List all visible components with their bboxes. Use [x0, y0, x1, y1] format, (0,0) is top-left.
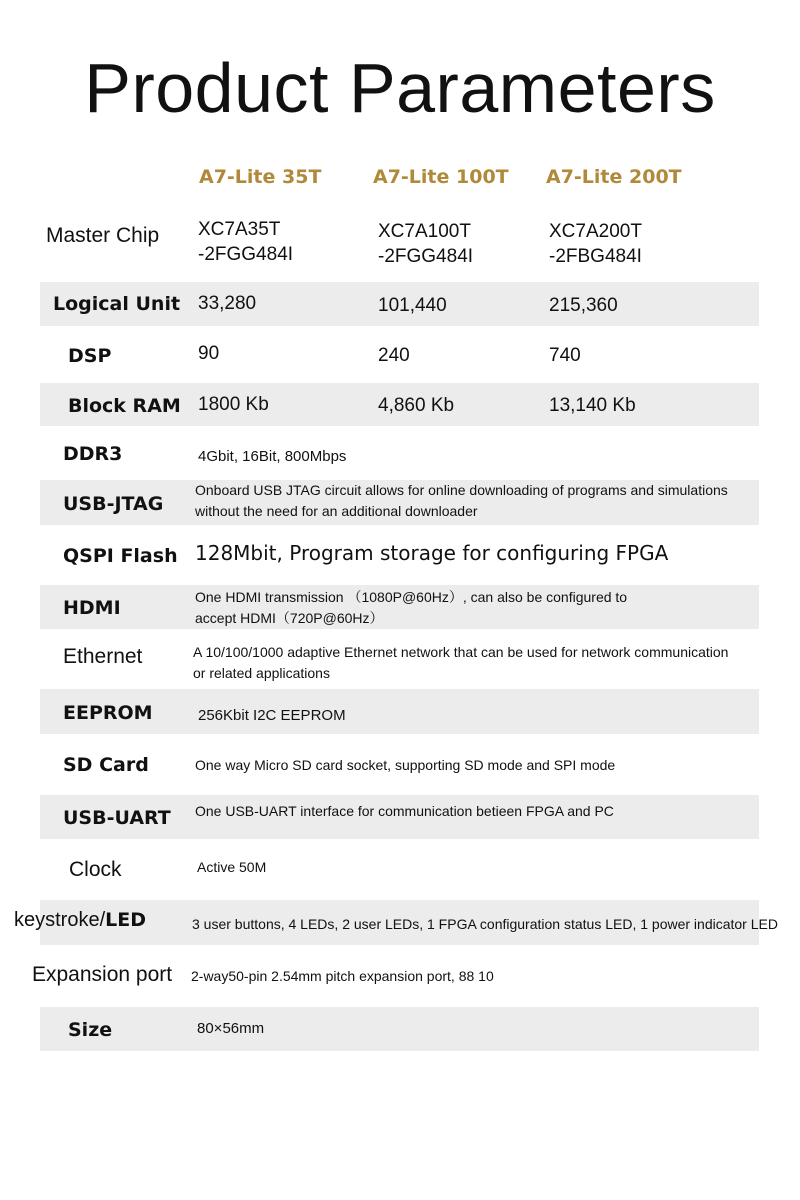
label-clock: Clock: [69, 858, 122, 881]
label-sd-card: SD Card: [63, 754, 149, 776]
value-block-ram-35t: 1800 Kb: [198, 394, 269, 415]
value-master-chip-100t: XC7A100T -2FGG484I: [378, 221, 474, 267]
value-size: 80×56mm: [197, 1020, 265, 1037]
value-usb-uart: One USB-UART interface for communication betieen FPGA and PC: [195, 803, 614, 819]
label-eeprom: EEPROM: [63, 702, 153, 724]
model-header-35t: A7-Lite 35T: [199, 166, 322, 188]
model-header-100t: A7-Lite 100T: [373, 166, 509, 188]
page-title: Product Parameters: [84, 49, 716, 127]
value-logical-unit-100t: 101,440: [378, 295, 447, 316]
label-ethernet: Ethernet: [63, 645, 143, 668]
value-dsp-35t: 90: [198, 343, 220, 364]
value-expansion-port: 2-way50-pin 2.54mm pitch expansion port, 88 10: [191, 968, 494, 984]
value-logical-unit-35t: 33,280: [198, 293, 257, 314]
label-ddr3: DDR3: [63, 443, 123, 465]
value-qspi-flash: 128Mbit, Program storage for configuring FPGA: [195, 541, 669, 565]
label-expansion-port: Expansion port: [32, 963, 173, 986]
label-qspi-flash: QSPI Flash: [63, 545, 178, 567]
label-keystroke-led: keystroke/LED: [14, 909, 147, 931]
value-hdmi: One HDMI transmission （1080P@60Hz）, can also be configured to accept HDMI（720P@60Hz）: [195, 589, 628, 626]
value-ddr3: 4Gbit, 16Bit, 800Mbps: [198, 448, 347, 465]
value-logical-unit-200t: 215,360: [549, 295, 618, 316]
value-sd-card: One way Micro SD card socket, supporting SD mode and SPI mode: [195, 757, 616, 773]
label-usb-uart: USB-UART: [63, 807, 171, 829]
value-block-ram-200t: 13,140 Kb: [549, 395, 636, 416]
value-master-chip-200t: XC7A200T -2FBG484I: [549, 221, 642, 267]
label-block-ram: Block RAM: [68, 395, 181, 417]
label-master-chip: Master Chip: [46, 224, 160, 247]
value-dsp-100t: 240: [378, 345, 410, 366]
value-usb-jtag: Onboard USB JTAG circuit allows for online downloading of programs and simulations without the need for an additional downloader: [195, 482, 728, 519]
value-dsp-200t: 740: [549, 345, 581, 366]
label-size: Size: [68, 1019, 113, 1041]
label-dsp: DSP: [68, 345, 112, 367]
value-block-ram-100t: 4,860 Kb: [378, 395, 455, 416]
row-band-size: [40, 1007, 759, 1051]
value-eeprom: 256Kbit I2C EEPROM: [198, 707, 346, 724]
value-ethernet: A 10/100/1000 adaptive Ethernet network that can be used for network communication or related applications: [193, 644, 729, 681]
label-hdmi: HDMI: [63, 597, 121, 619]
label-logical-unit: Logical Unit: [53, 293, 181, 315]
value-keystroke-led: 3 user buttons, 4 LEDs, 2 user LEDs, 1 FPGA configuration status LED, 1 power indicator LED: [192, 916, 778, 932]
value-clock: Active 50M: [197, 859, 267, 875]
model-header-200t: A7-Lite 200T: [546, 166, 682, 188]
label-usb-jtag: USB-JTAG: [63, 493, 164, 515]
value-master-chip-35t: XC7A35T -2FGG484I: [198, 219, 294, 265]
